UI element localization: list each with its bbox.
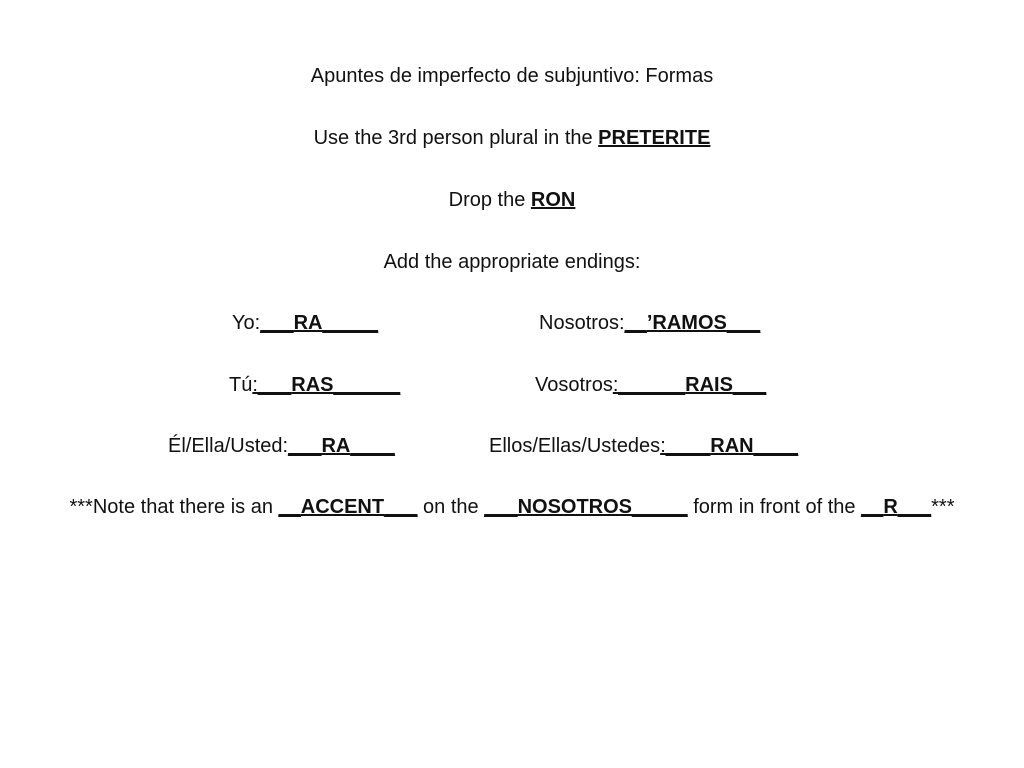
ending-ellos-answer: RAN [710,435,754,457]
ending-ellos-blank-post: ____ [753,435,799,457]
note-blank-1-pre: __ [278,496,301,518]
step1-text: Use the 3rd person plural in the [313,127,599,149]
title-text: Apuntes de imperfecto de subjuntivo: Formas [310,65,714,87]
ending-ellos [489,434,798,458]
step-preterite [0,126,1024,150]
ending-tu-answer: RAS [291,374,334,396]
note-part-4: *** [931,496,955,518]
note-blank-2-pre: ___ [484,496,518,518]
ending-nosotros-label: Nosotros: [539,312,625,334]
note-part-2: on the [417,496,485,518]
ending-yo [232,311,378,335]
note-answer-accent: ACCENT [300,496,385,518]
note-blank-3-pre: __ [861,496,884,518]
accent-note [60,492,964,523]
ending-vosotros [535,373,766,397]
note-blank-1-post: ___ [384,496,418,518]
step2-emphasis: RON [530,189,576,211]
ending-yo-blank-post: _____ [322,312,379,334]
ending-nosotros [539,311,760,335]
note-answer-r: R [883,496,898,518]
step1-emphasis: PRETERITE [598,127,711,149]
step3-text: Add the appropriate endings: [383,251,641,273]
slide-title [0,64,1024,88]
ending-yo-label: Yo: [232,312,261,334]
ending-el-blank-post: ____ [350,435,395,457]
ending-tu-blank-pre: :___ [252,374,292,396]
ending-yo-blank-pre: ___ [260,312,294,334]
step2-text: Drop the [448,189,531,211]
ending-tu [229,373,400,397]
ending-vosotros-blank-post: ___ [732,374,767,396]
ending-nosotros-blank-post: ___ [726,312,761,334]
note-blank-3-post: ___ [897,496,932,518]
note-answer-nosotros: NOSOTROS [517,496,633,518]
step-drop-ron [0,188,1024,212]
ending-vosotros-blank-pre: :______ [612,374,686,396]
ending-el-blank-pre: ___ [288,435,322,457]
ending-vosotros-label: Vosotros [535,374,613,396]
note-part-3: form in front of the [687,496,862,518]
ending-tu-blank-post: ______ [333,374,401,396]
note-part-1: ***Note that there is an [69,496,279,518]
ending-nosotros-answer: ’RAMOS [646,312,727,334]
ending-ellos-label: Ellos/Ellas/Ustedes [489,435,661,457]
ending-el-label: Él/Ella/Usted: [168,435,289,457]
note-blank-2-post: _____ [632,496,688,518]
ending-yo-answer: RA [293,312,323,334]
ending-ellos-blank-pre: :____ [660,435,711,457]
ending-el [168,434,395,458]
ending-el-answer: RA [321,435,351,457]
step-add-endings [0,250,1024,274]
ending-nosotros-blank-pre: __ [624,312,647,334]
ending-tu-label: Tú [229,374,253,396]
ending-vosotros-answer: RAIS [685,374,733,396]
